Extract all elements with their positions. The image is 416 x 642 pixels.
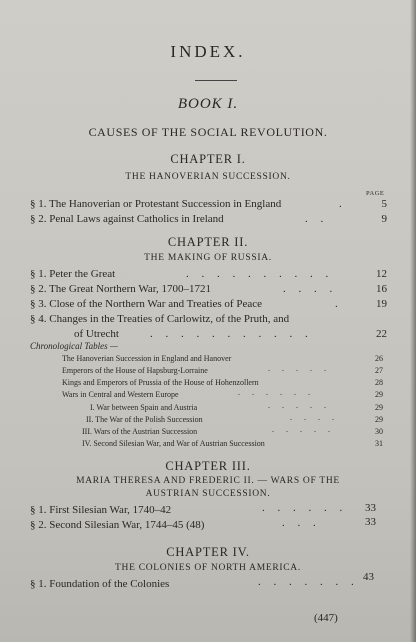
- page-ref: 26: [375, 354, 383, 363]
- chapter-3-number: CHAPTER III.: [165, 459, 251, 473]
- table-entry: Emperors of the House of Hapsburg-Lorraine: [62, 366, 208, 375]
- page-ref: 9: [381, 213, 387, 225]
- leader-dots: . . . . . . .: [258, 576, 359, 588]
- page-column-label: PAGE: [366, 190, 385, 197]
- table-entry: IV. Second Silesian War, and War of Austrian Succession: [82, 439, 265, 448]
- chapter-2-title: THE MAKING OF RUSSIA.: [144, 253, 272, 263]
- page-ref: 30: [375, 427, 383, 436]
- chapter-2-section-4-cont: of Utrecht: [74, 328, 119, 340]
- part-title: CAUSES OF THE SOCIAL REVOLUTION.: [88, 125, 328, 139]
- page-ref: 19: [376, 298, 387, 310]
- leader-dots: . . . . .: [268, 401, 331, 410]
- chapter-2-number: CHAPTER II.: [167, 235, 249, 249]
- page-ref: 33: [365, 516, 376, 528]
- table-entry: I. War between Spain and Austria: [90, 403, 198, 412]
- heading-rule: [195, 80, 237, 81]
- page-ref: 16: [376, 283, 387, 295]
- page-ref: 12: [376, 268, 387, 280]
- leader-dots: . . . . . . . . . . .: [150, 328, 313, 340]
- leader-dots: .: [339, 198, 347, 210]
- leader-dots: . . . .: [283, 283, 338, 295]
- page-ref: 43: [363, 571, 374, 583]
- chronological-tables-label: Chronological Tables —: [30, 341, 118, 351]
- table-entry: Kings and Emperors of Prussia of the House of Hohenzollern: [62, 378, 259, 387]
- leader-dots: .: [335, 298, 343, 310]
- leader-dots: . . . . . .: [238, 388, 315, 397]
- chapter-3-title: MARIA THERESA AND FREDERIC II. — WARS OF THE: [76, 476, 340, 486]
- page-ref: 22: [376, 328, 387, 340]
- index-heading: INDEX.: [170, 42, 246, 61]
- chapter-3-title-cont: AUSTRIAN SUCCESSION.: [145, 489, 271, 499]
- leader-dots: . . . . . . . . . .: [186, 268, 334, 280]
- chapter-1-section-2: § 2. Penal Laws against Catholics in Ireland: [30, 213, 224, 225]
- page-ref: 33: [365, 502, 376, 514]
- chapter-4-section-1: § 1. Foundation of the Colonies: [30, 578, 170, 590]
- chapter-4-title: THE COLONIES OF NORTH AMERICA.: [115, 563, 301, 573]
- table-entry: Wars in Central and Western Europe: [62, 390, 179, 399]
- table-entry: III. Wars of the Austrian Succession: [82, 427, 198, 436]
- table-entry: II. The War of the Polish Succession: [86, 415, 203, 424]
- leader-dots: . . . . . .: [262, 502, 348, 514]
- page-ref: 29: [375, 390, 383, 399]
- page-ref: 29: [375, 403, 383, 412]
- chapter-2-section-2: § 2. The Great Northern War, 1700–1721: [30, 283, 211, 295]
- chapter-2-section-1: § 1. Peter the Great: [30, 268, 116, 280]
- leader-dots: . . .: [282, 517, 321, 529]
- page-number: (447): [314, 612, 338, 624]
- page-ref: 28: [375, 378, 383, 387]
- chapter-1-number: CHAPTER I.: [170, 152, 246, 166]
- page-ref: 31: [375, 439, 383, 448]
- chapter-1-title: THE HANOVERIAN SUCCESSION.: [125, 172, 291, 182]
- page-ref: 29: [375, 415, 383, 424]
- table-entry: The Hanoverian Succession in England and Hanover: [62, 354, 232, 363]
- chapter-3-section-1: § 1. First Silesian War, 1740–42: [30, 504, 172, 516]
- chapter-2-section-4: § 4. Changes in the Treaties of Carlowitz, of the Pruth, and: [30, 313, 290, 325]
- leader-dots: . . . .: [290, 413, 339, 422]
- chapter-2-section-3: § 3. Close of the Northern War and Treaties of Peace: [30, 298, 262, 310]
- leader-dots: . .: [305, 213, 329, 225]
- page-ref: 27: [375, 366, 383, 375]
- chapter-3-section-2: § 2. Second Silesian War, 1744–45 (48): [30, 519, 205, 531]
- chapter-4-number: CHAPTER IV.: [166, 545, 250, 559]
- leader-dots: . . . . .: [268, 364, 331, 373]
- page-ref: 5: [381, 198, 387, 210]
- book-title: BOOK I.: [177, 96, 239, 112]
- leader-dots: . . . . .: [272, 425, 335, 434]
- chapter-1-section-1: § 1. The Hanoverian or Protestant Succession in England: [30, 198, 282, 210]
